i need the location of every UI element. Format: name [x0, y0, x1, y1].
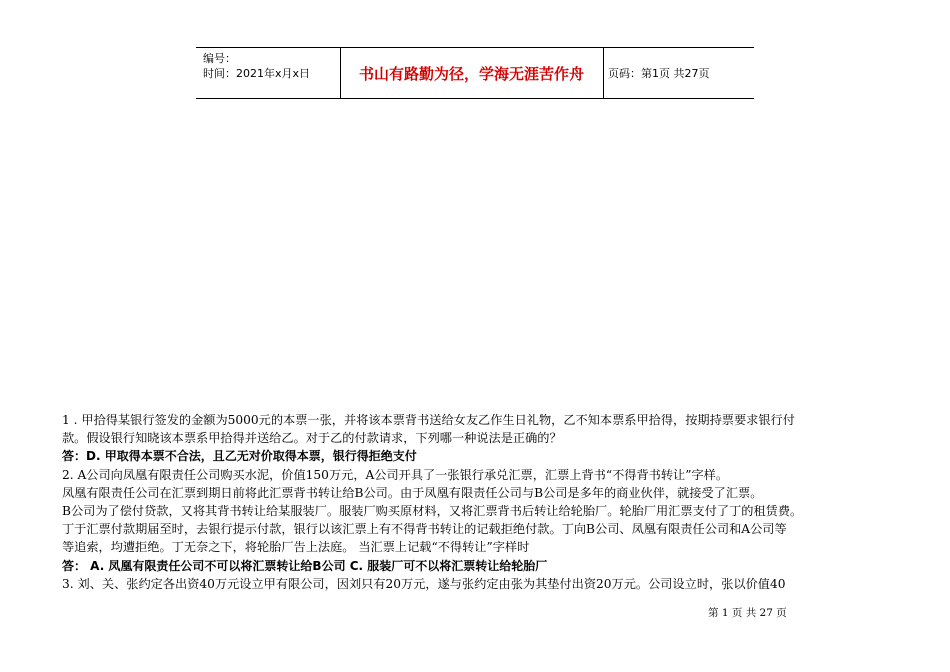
question-1-line-2: 款。假设银行知晓该本票系甲拾得并送给乙。对于乙的付款请求，下列哪一种说法是正确的？: [62, 431, 562, 446]
question-1-line-1: 1 . 甲拾得某银行签发的金额为5000元的本票一张，并将该本票背书送给女友乙作生日礼物，乙不知本票系甲拾得，按期持票要求银行付: [62, 413, 795, 427]
header-divider-right: [603, 48, 604, 98]
question-3-line-1: 3. 刘、关、张约定各出资40万元设立甲有限公司，因刘只有20万元，遂与张约定由张为其垫付出资20万元。公司设立时，张以价值40: [62, 576, 786, 591]
number-label: 编号：: [203, 52, 236, 65]
header-meta: [203, 51, 310, 81]
page-footer: 第 1 页 共 27 页: [708, 607, 787, 619]
document-header: [196, 47, 754, 99]
header-motto: 书山有路勤为径，学海无涯苦作舟: [358, 64, 584, 83]
answer-1: 答：D. 甲取得本票不合法，且乙无对价取得本票，银行得拒绝支付: [62, 449, 417, 464]
question-2-line-2: 凤凰有限责任公司在汇票到期日前将此汇票背书转让给B公司。由于凤凰有限责任公司与B公司是多年的商业伙伴，就接受了汇票。: [62, 485, 763, 500]
time-label: 时间：2021年x月x日: [203, 67, 311, 80]
question-2-line-4: 丁于汇票付款期届至时，去银行提示付款，银行以该汇票上有不得背书转让的记载拒绝付款。丁向B公司、凤凰有限责任公司和A公司等: [62, 522, 787, 537]
answer-2: 答： A. 凤凰有限责任公司不可以将汇票转让给B公司 C. 服装厂可不以将汇票转让给轮胎厂: [62, 558, 548, 573]
question-2-line-3: B公司为了偿付贷款，又将其背书转让给某服装厂。服装厂购买原材料，又将汇票背书后转让给轮胎厂。轮胎厂用汇票支付了丁的租赁费。: [62, 504, 803, 519]
header-page-label: 页码：第1页 共27页: [608, 67, 710, 80]
document-body: [62, 411, 892, 593]
question-2-line-5: 等追索，均遭拒绝。丁无奈之下，将轮胎厂告上法庭。 当汇票上记载“不得转让”字样时: [62, 540, 530, 555]
question-2-line-1: 2. A公司向凤凰有限责任公司购买水泥，价值150万元，A公司开具了一张银行承兑汇票，汇票上背书“不得背书转让”字样。: [62, 467, 729, 482]
